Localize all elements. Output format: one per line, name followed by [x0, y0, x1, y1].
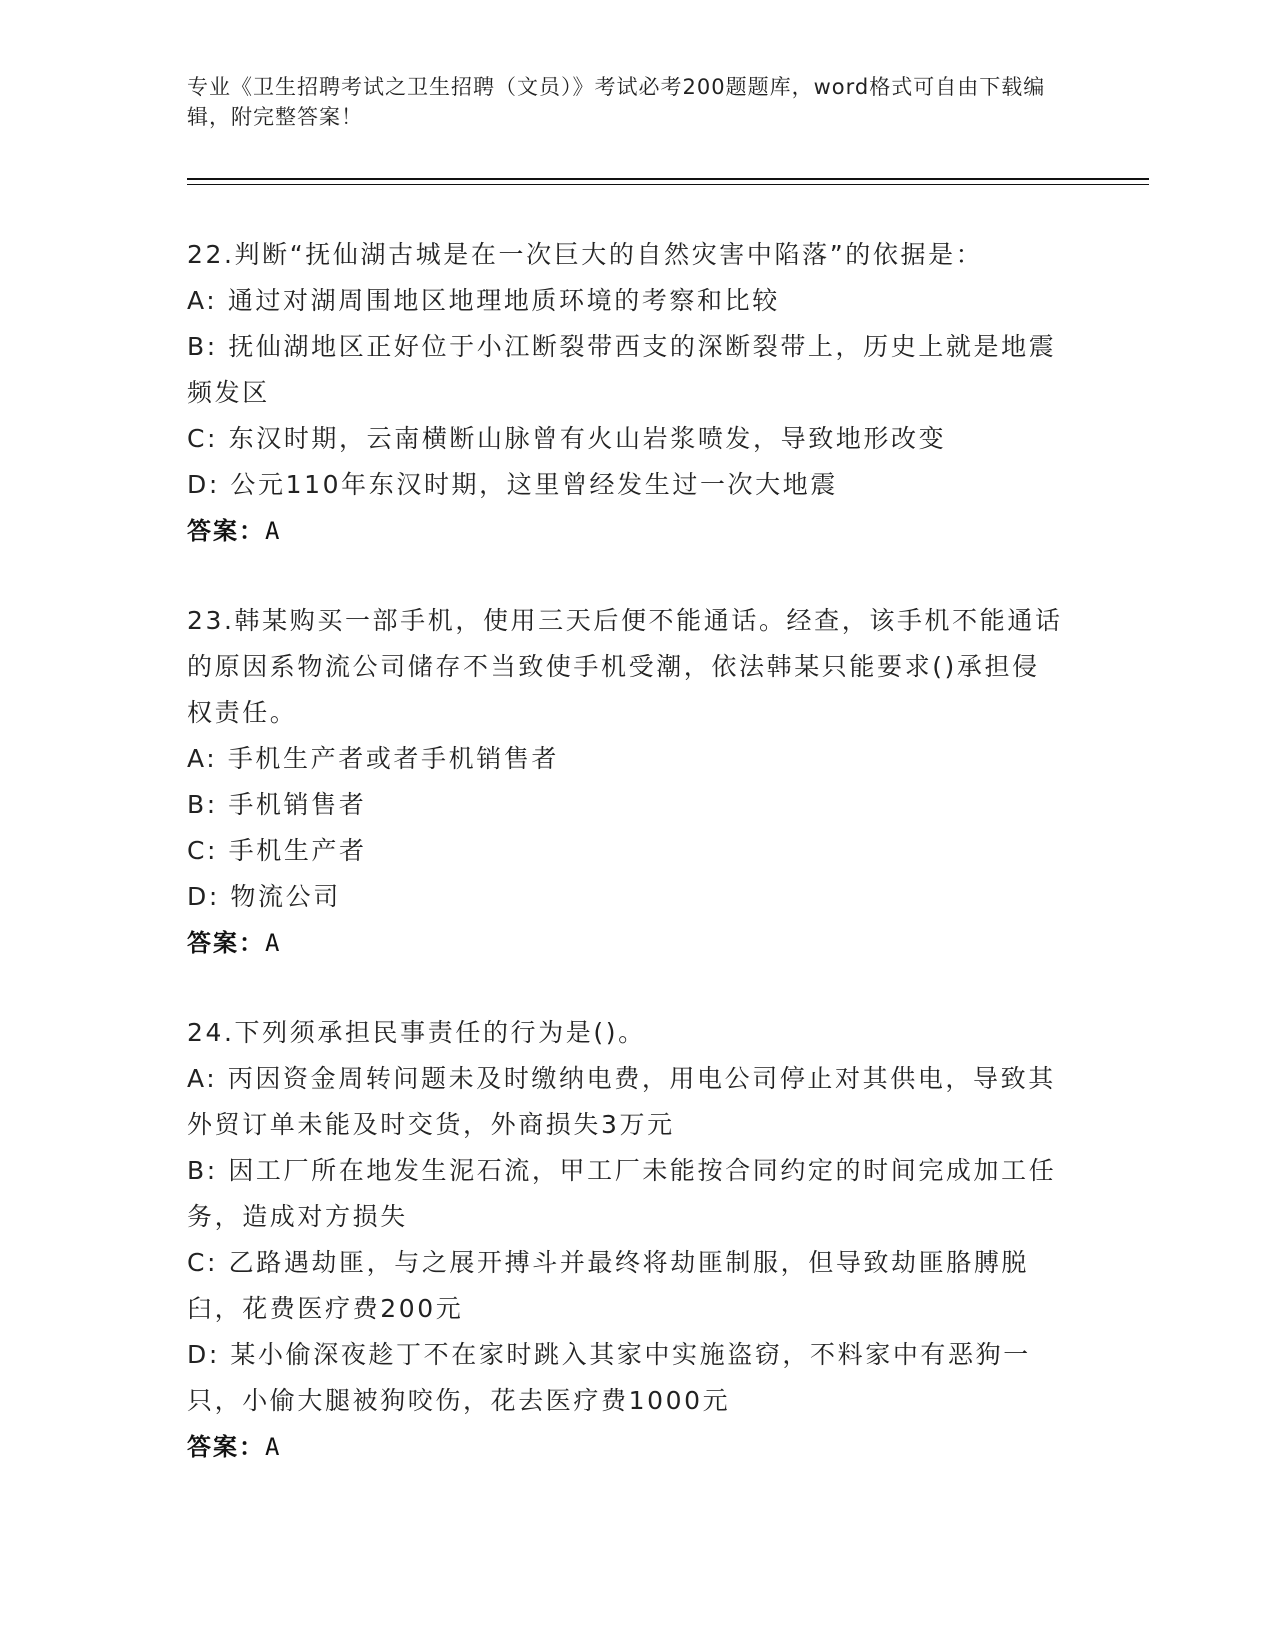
header-rule-thin — [187, 184, 1149, 185]
question-23 — [187, 598, 1067, 966]
option-d: D: 物流公司 — [187, 882, 341, 911]
option-c: C: 乙路遇劫匪，与之展开搏斗并最终将劫匪制服，但导致劫匪胳膊脱臼，花费医疗费200元 — [187, 1248, 1030, 1323]
answer-value: A — [265, 517, 282, 545]
option-b: B: 手机销售者 — [187, 790, 367, 819]
answer-label: 答案： — [187, 517, 265, 545]
answer-label: 答案： — [187, 929, 265, 957]
question-22 — [187, 232, 1067, 554]
question-stem: 24.下列须承担民事责任的行为是()。 — [187, 1018, 646, 1047]
answer-line — [187, 920, 1067, 966]
question-stem: 22.判断“抚仙湖古城是在一次巨大的自然灾害中陷落”的依据是： — [187, 240, 984, 269]
question-list — [187, 232, 1067, 1514]
option-c: C: 东汉时期，云南横断山脉曾有火山岩浆喷发，导致地形改变 — [187, 424, 947, 453]
question-24 — [187, 1010, 1067, 1470]
answer-label: 答案： — [187, 1433, 265, 1461]
answer-line — [187, 1424, 1067, 1470]
option-a: A: 丙因资金周转问题未及时缴纳电费，用电公司停止对其供电，导致其外贸订单未能及时交货，外商损失3万元 — [187, 1064, 1056, 1139]
question-stem: 23.韩某购买一部手机，使用三天后便不能通话。经查，该手机不能通话的原因系物流公司储存不当致使手机受潮，依法韩某只能要求()承担侵权责任。 — [187, 606, 1063, 727]
option-b: B: 因工厂所在地发生泥石流，甲工厂未能按合同约定的时间完成加工任务，造成对方损失 — [187, 1156, 1057, 1231]
document-header: 专业《卫生招聘考试之卫生招聘（文员）》考试必考200题题库，word格式可自由下载编辑，附完整答案！ — [187, 75, 1046, 129]
option-a: A: 通过对湖周围地区地理地质环境的考察和比较 — [187, 286, 780, 315]
option-d: D: 公元110年东汉时期，这里曾经发生过一次大地震 — [187, 470, 838, 499]
option-a: A: 手机生产者或者手机销售者 — [187, 744, 560, 773]
option-b: B: 抚仙湖地区正好位于小江断裂带西支的深断裂带上，历史上就是地震频发区 — [187, 332, 1057, 407]
answer-value: A — [265, 929, 282, 957]
option-c: C: 手机生产者 — [187, 836, 367, 865]
option-d: D: 某小偷深夜趁丁不在家时跳入其家中实施盗窃，不料家中有恶狗一只，小偷大腿被狗咬伤，花去医疗费1000元 — [187, 1340, 1031, 1415]
answer-value: A — [265, 1433, 282, 1461]
answer-line — [187, 508, 1067, 554]
header-rule-thick — [187, 178, 1149, 180]
